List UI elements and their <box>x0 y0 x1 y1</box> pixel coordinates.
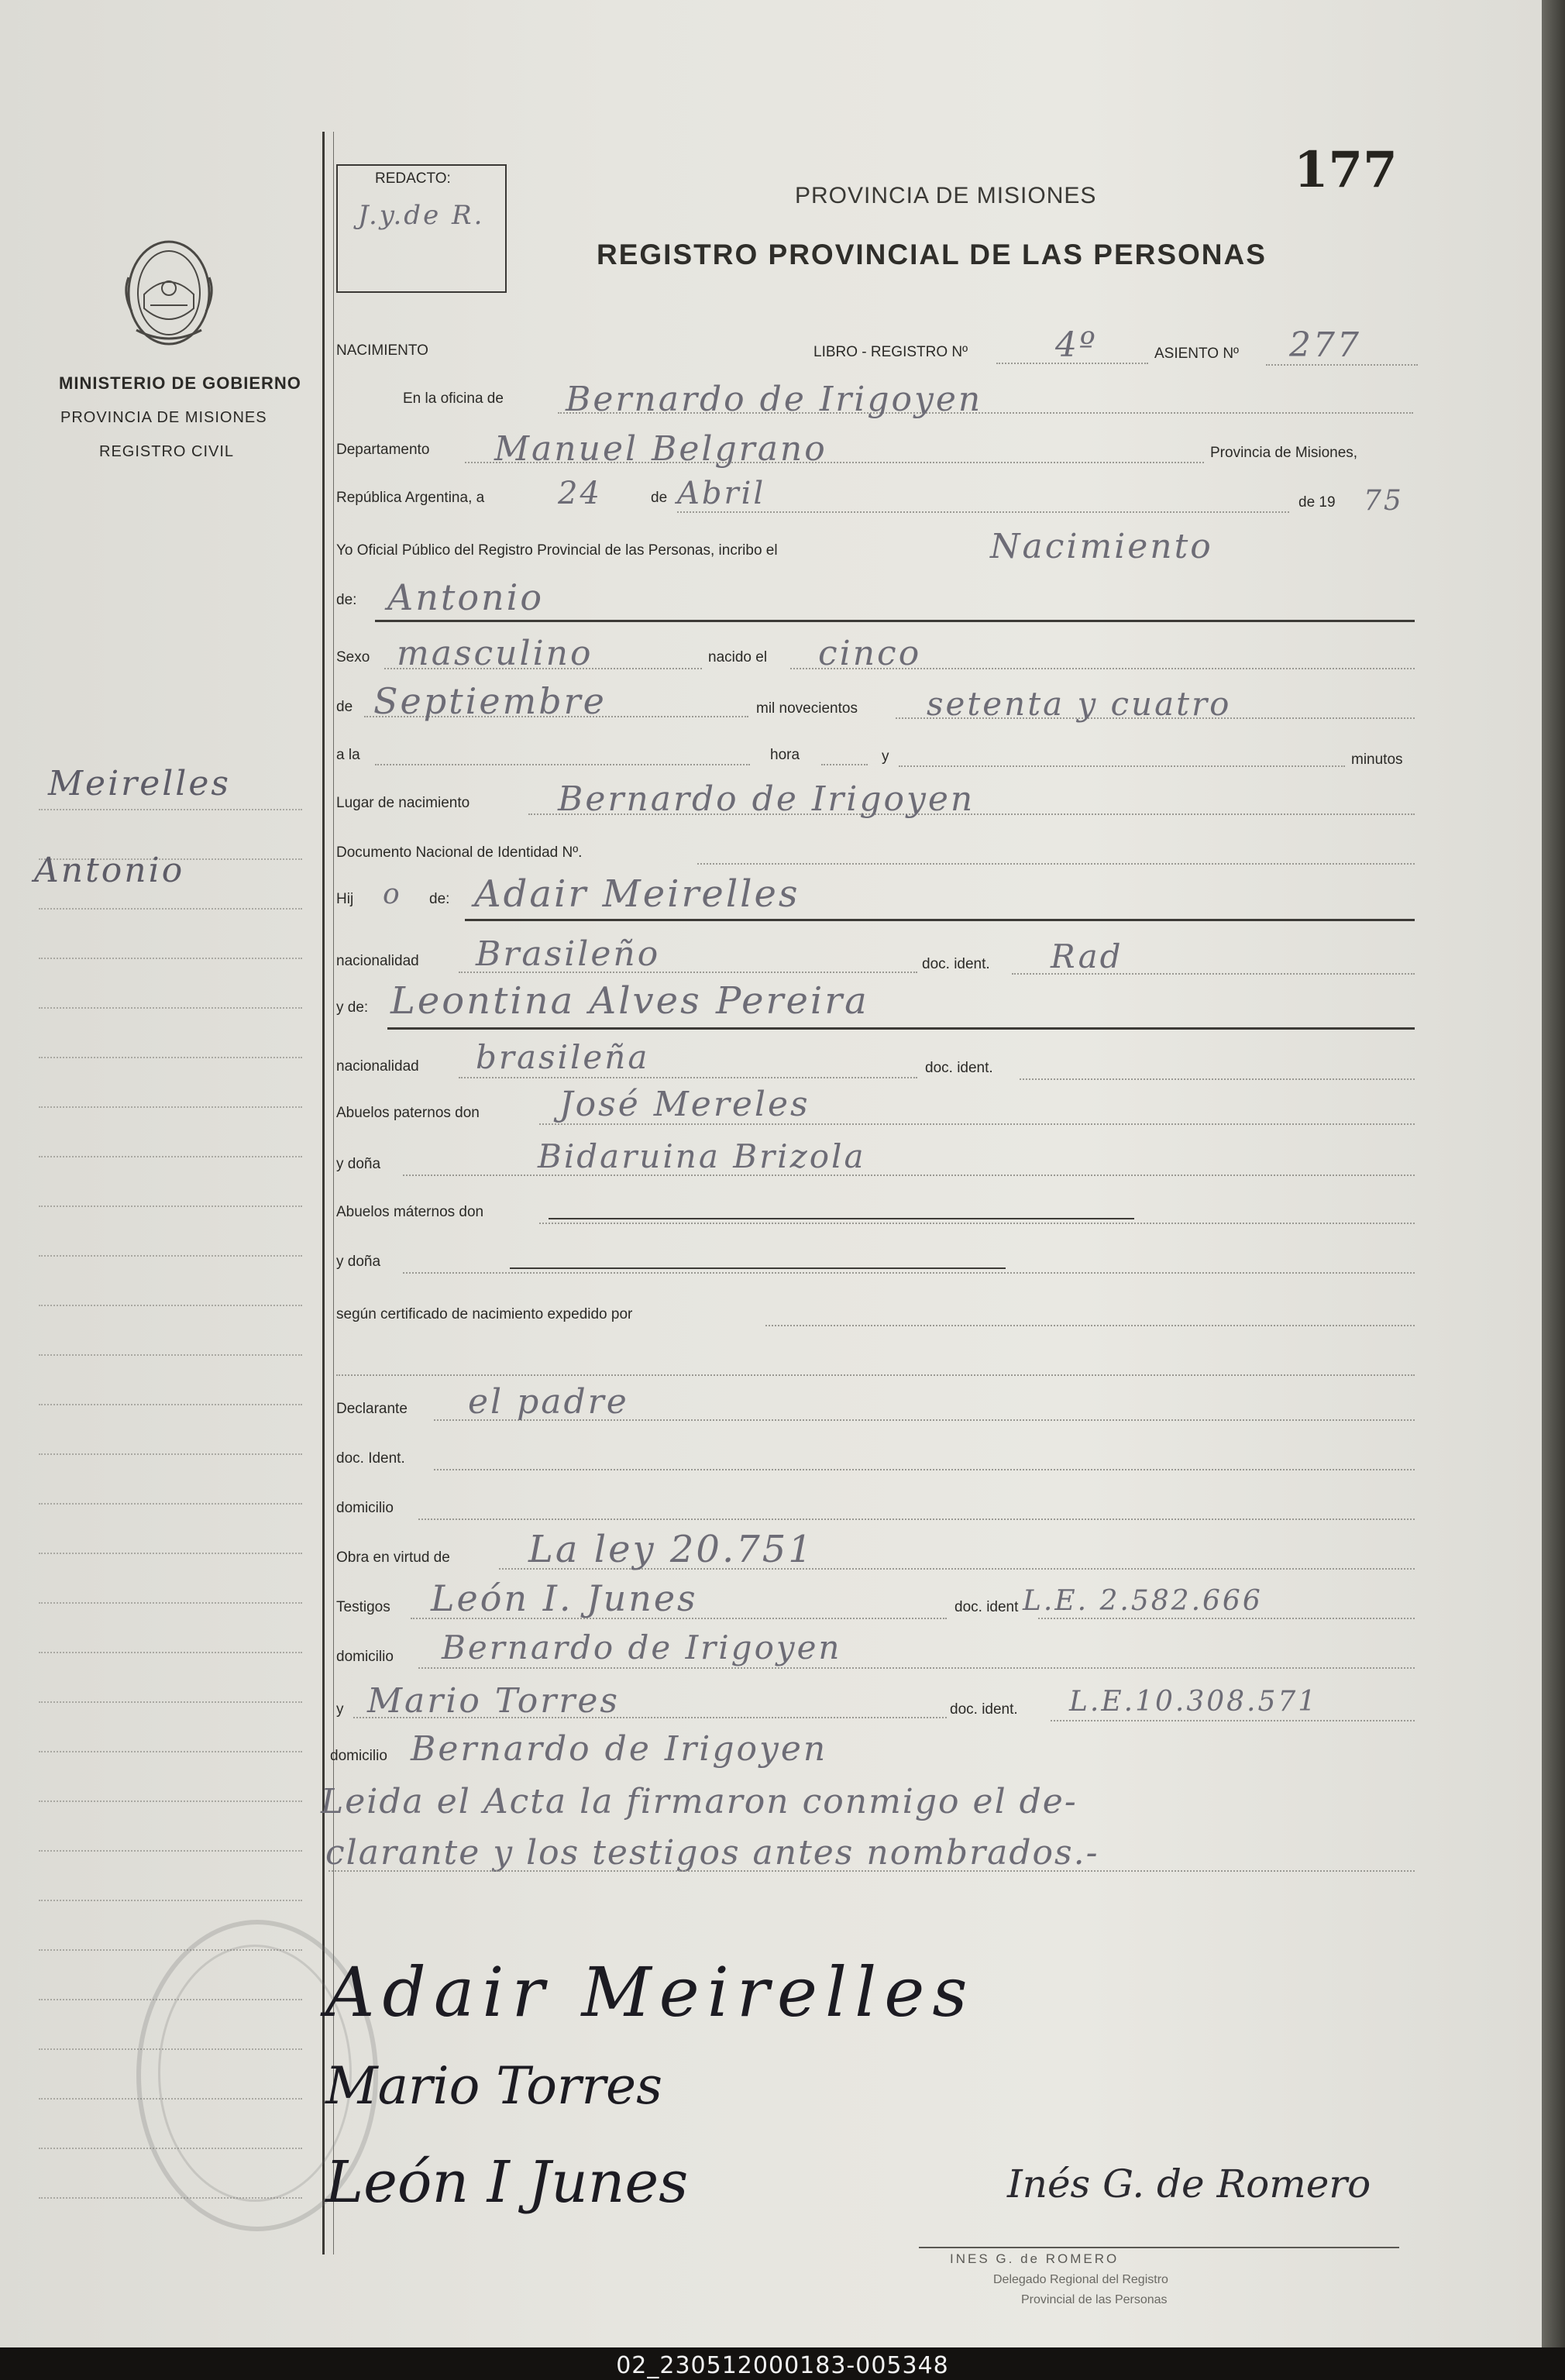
page-edge <box>1542 0 1565 2347</box>
newborn-name: Antonio <box>387 576 545 618</box>
witness2-doc: L.E.10.308.571 <box>1069 1686 1319 1718</box>
margin-dotted-line <box>39 1057 302 1058</box>
hijo-de-label: de: <box>429 891 450 907</box>
declarante-label: Declarante <box>336 1401 408 1417</box>
witness1-domicilio-label: domicilio <box>336 1649 394 1665</box>
year-label: de 19 <box>1298 494 1336 511</box>
margin-dotted-line <box>39 1751 302 1752</box>
father-nationality: Brasileño <box>476 934 661 974</box>
official-title-1: Delegado Regional del Registro <box>993 2273 1168 2286</box>
margin-dotted-line <box>39 1701 302 1703</box>
margin-dotted-line <box>39 1354 302 1356</box>
sexo-value: masculino <box>397 634 593 673</box>
signature-witness2: Mario Torres <box>325 2056 662 2116</box>
republica-label: República Argentina, a <box>336 490 485 506</box>
page-number: 177 <box>1294 141 1398 199</box>
margin-dotted-line <box>39 1900 302 1901</box>
domicilio-label: domicilio <box>336 1500 394 1516</box>
libro-label: LIBRO - REGISTRO Nº <box>813 344 968 360</box>
margin-dotted-line <box>39 1205 302 1207</box>
y-de-label: y de: <box>336 999 369 1016</box>
margin-dotted-line <box>39 958 302 959</box>
margin-dotted-line <box>39 1305 302 1306</box>
hijo-suffix: o <box>383 879 402 910</box>
file-id: 02_230512000183-005348 <box>616 2352 949 2379</box>
witness2-domicilio: Bernardo de Irigoyen <box>411 1729 828 1769</box>
provincia-label: Provincia de Misiones, <box>1210 445 1358 461</box>
margin-dotted-line <box>39 1652 302 1653</box>
margin-dotted-line <box>39 1553 302 1554</box>
margin-dotted-line <box>39 1453 302 1455</box>
mother-doc-label: doc. ident. <box>925 1060 993 1076</box>
minutos-label: minutos <box>1351 751 1403 768</box>
de-name-label: de: <box>336 592 357 608</box>
official-name: INES G. de ROMERO <box>950 2251 1120 2266</box>
redacto-label: REDACTO: <box>375 170 451 187</box>
father-doc: Rad <box>1051 937 1123 975</box>
obra-label: Obra en virtud de <box>336 1549 450 1566</box>
signature-father: Adair Meirelles <box>325 1952 975 2032</box>
doc-ident-label: doc. Ident. <box>336 1450 405 1467</box>
asiento-value: 277 <box>1289 325 1361 365</box>
closing-line-2: clarante y los testigos antes nombrados.- <box>325 1833 1099 1873</box>
dni-label: Documento Nacional de Identidad Nº. <box>336 844 583 861</box>
mil-novecientos-label: mil novecientos <box>756 700 858 717</box>
father-nationality-label: nacionalidad <box>336 953 419 969</box>
nacido-value: cinco <box>818 634 922 673</box>
margin-dotted-line <box>39 1602 302 1604</box>
redacto-value: J.y.de R. <box>358 200 485 231</box>
testigos-label: Testigos <box>336 1599 390 1615</box>
y-label: y <box>882 748 889 765</box>
sexo-label: Sexo <box>336 649 370 666</box>
departamento-value: Manuel Belgrano <box>494 429 827 469</box>
oficial-value: Nacimiento <box>990 527 1213 566</box>
father-doc-label: doc. ident. <box>922 956 990 972</box>
mother-nationality: brasileña <box>476 1038 650 1076</box>
hora-label: hora <box>770 747 800 763</box>
ministry-label: MINISTERIO DE GOBIERNO <box>59 373 301 393</box>
province-heading: PROVINCIA DE MISIONES <box>795 183 1097 208</box>
nacimiento-label: NACIMIENTO <box>336 342 428 359</box>
signature-witness1: León I Junes <box>325 2149 689 2216</box>
margin-dotted-line <box>39 1007 302 1009</box>
margin-dotted-line <box>39 908 302 910</box>
departamento-label: Departamento <box>336 442 430 458</box>
closing-line-1: Leida el Acta la firmaron conmigo el de- <box>321 1782 1078 1821</box>
witness1-name: León I. Junes <box>431 1577 698 1619</box>
margin-dotted-line <box>39 809 302 810</box>
segun-label: según certificado de nacimiento expedido por <box>336 1306 633 1322</box>
witness2-name: Mario Torres <box>367 1681 620 1721</box>
obra-value: La ley 20.751 <box>528 1528 814 1571</box>
oficial-label: Yo Oficial Público del Registro Provincial de las Personas, incribo el <box>336 542 778 559</box>
a-la-label: a la <box>336 747 360 763</box>
asiento-label: ASIENTO Nº <box>1154 346 1239 362</box>
maternal-grandmother-label: y doña <box>336 1254 381 1270</box>
birth-year-words: setenta y cuatro <box>927 685 1232 723</box>
mother-nationality-label: nacionalidad <box>336 1058 419 1075</box>
oficina-value: Bernardo de Irigoyen <box>566 380 983 419</box>
witness1-domicilio: Bernardo de Irigoyen <box>442 1629 842 1666</box>
paternal-grandfather-label: Abuelos paternos don <box>336 1105 480 1121</box>
margin-given-name: Antonio <box>34 851 185 890</box>
margin-surname: Meirelles <box>48 764 231 803</box>
de-label: de <box>651 490 668 506</box>
margin-dotted-line <box>39 1800 302 1802</box>
civil-registry-label: REGISTRO CIVIL <box>99 443 235 460</box>
de-month-label: de <box>336 699 353 715</box>
coat-of-arms-icon <box>115 231 223 355</box>
paternal-grandfather: José Mereles <box>559 1085 810 1124</box>
oficina-label: En la oficina de <box>403 390 504 407</box>
witness1-doc: L.E. 2.582.666 <box>1023 1585 1263 1617</box>
paternal-grandmother: Bidaruina Brizola <box>538 1137 866 1175</box>
margin-dotted-line <box>39 1850 302 1852</box>
father-name: Adair Meirelles <box>474 872 800 916</box>
margin-dotted-line <box>39 1255 302 1257</box>
margin-dotted-line <box>39 1106 302 1108</box>
official-title-2: Provincial de las Personas <box>1021 2293 1168 2306</box>
libro-value: 4º <box>1055 325 1098 365</box>
registry-heading: REGISTRO PROVINCIAL DE LAS PERSONAS <box>597 239 1267 270</box>
margin-rule-inner <box>333 132 334 2254</box>
month-value: Abril <box>677 476 766 511</box>
province-label: PROVINCIA DE MISIONES <box>60 409 267 426</box>
witness2-domicilio-label: domicilio <box>330 1748 387 1764</box>
registry-stamp-inner <box>158 1945 352 2202</box>
hijo-label: Hij <box>336 891 354 907</box>
paternal-grandmother-label: y doña <box>336 1156 381 1172</box>
declarante-value: el padre <box>468 1382 629 1422</box>
witness2-doc-label: doc. ident. <box>950 1701 1018 1718</box>
witness1-doc-label: doc. ident <box>954 1599 1019 1615</box>
margin-dotted-line <box>39 1156 302 1157</box>
maternal-grandfather-label: Abuelos máternos don <box>336 1204 484 1220</box>
birth-month: Septiembre <box>373 680 607 722</box>
margin-dotted-line <box>39 1404 302 1405</box>
margin-dotted-line <box>39 1503 302 1505</box>
lugar-label: Lugar de nacimiento <box>336 795 470 811</box>
nacido-label: nacido el <box>708 649 768 666</box>
day-value: 24 <box>558 476 602 511</box>
lugar-value: Bernardo de Irigoyen <box>558 779 975 819</box>
signature-official: Inés G. de Romero <box>1007 2162 1371 2206</box>
y-witness-label: y <box>336 1701 344 1718</box>
margin-rule <box>322 132 325 2254</box>
year-value: 75 <box>1364 485 1404 517</box>
mother-name: Leontina Alves Pereira <box>390 979 869 1023</box>
